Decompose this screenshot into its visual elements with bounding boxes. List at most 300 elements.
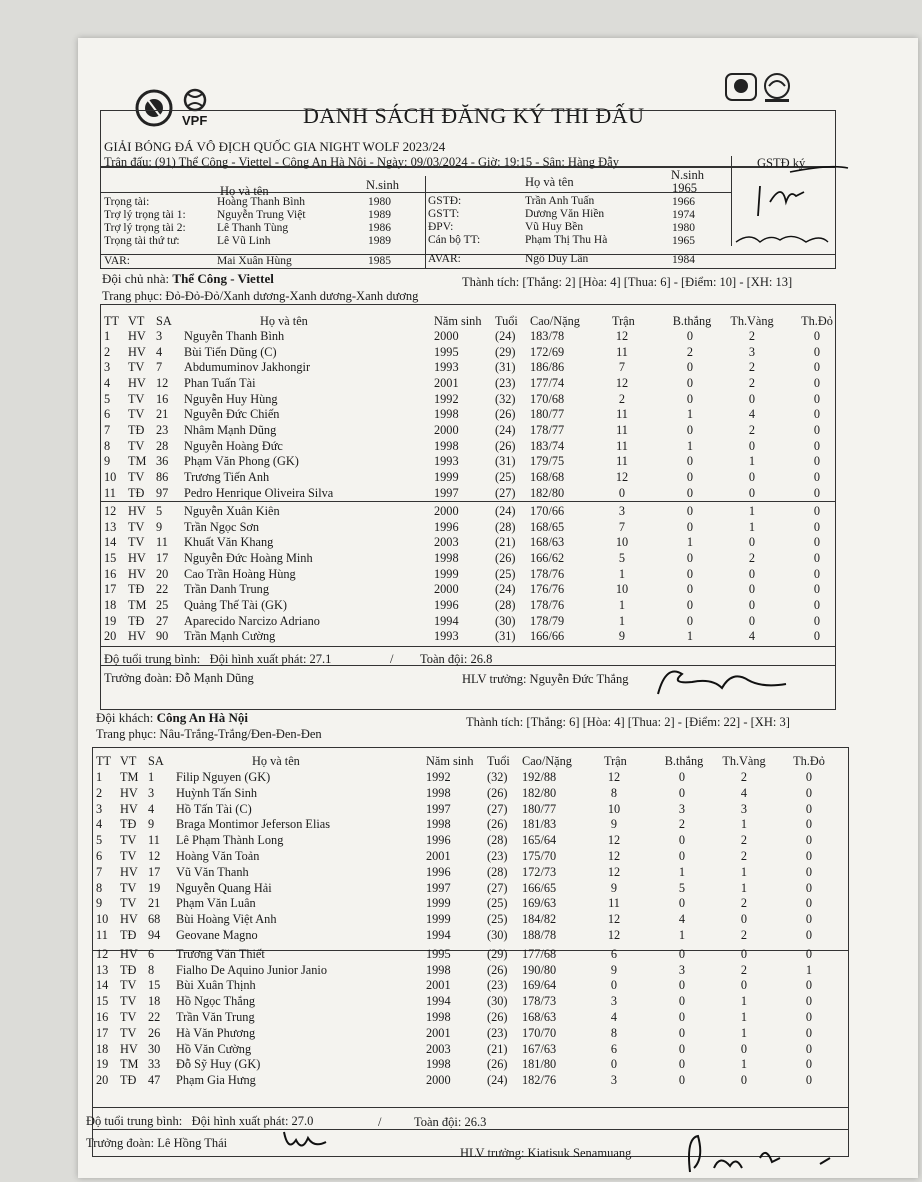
matches: 8 (610, 785, 618, 800)
shirt-number: 1 (148, 770, 155, 784)
height-weight: 172/69 (530, 344, 565, 359)
birth-year: 1999 (434, 566, 459, 581)
goals: 0 (678, 1010, 686, 1024)
birth-year: 1998 (426, 1057, 451, 1072)
away-kit: Trang phục: Nâu-Trắng-Trắng/Đen-Đen-Đen (96, 727, 322, 741)
column-header-matches: Trận (612, 314, 635, 328)
player-name: Nguyễn Xuân Kiên (184, 504, 280, 519)
matches: 10 (607, 801, 621, 816)
yellow-cards: 0 (740, 1073, 748, 1088)
yellow-cards: 1 (740, 994, 748, 1009)
shirt-number: 26 (148, 1025, 161, 1040)
goals: 0 (678, 978, 686, 993)
goals: 0 (678, 833, 686, 848)
yellow-cards: 0 (748, 582, 756, 597)
player-name: Geovane Magno (176, 928, 258, 942)
position: TĐ (128, 582, 145, 597)
height-weight: 183/78 (530, 329, 565, 343)
row-number: 12 (104, 504, 117, 519)
goals: 0 (678, 849, 686, 863)
yellow-cards: 1 (740, 880, 748, 895)
player-name: Hồ Tấn Tài (C) (176, 801, 252, 816)
player-name: Nguyễn Đức Hoàng Minh (184, 551, 313, 566)
red-cards: 0 (813, 469, 821, 484)
table-row (92, 978, 849, 994)
table-row (100, 567, 835, 583)
table-row (92, 1042, 849, 1058)
age: (25) (487, 896, 508, 911)
goals: 1 (686, 535, 694, 550)
position: TM (128, 598, 147, 613)
goals: 0 (686, 391, 694, 406)
position: HV (128, 629, 146, 644)
red-cards: 0 (805, 849, 813, 863)
shirt-number: 3 (156, 329, 163, 343)
player-name: Nhâm Mạnh Dũng (184, 422, 277, 437)
height-weight: 166/65 (522, 880, 557, 895)
position: TV (120, 896, 137, 911)
row-number: 4 (104, 375, 111, 390)
away-record: Thành tích: [Thắng: 6] [Hòa: 4] [Thua: 2] - [Điểm: 22] - [XH: 3] (466, 715, 790, 729)
yellow-cards: 2 (748, 375, 756, 390)
player-name: Trần Danh Trung (184, 582, 269, 597)
age: (23) (487, 1025, 508, 1040)
goals: 1 (678, 864, 686, 879)
table-row (100, 345, 835, 361)
table-row (92, 1057, 849, 1073)
goals: 0 (678, 785, 686, 800)
table-row (100, 504, 835, 520)
goals: 3 (678, 962, 686, 977)
matches: 6 (610, 1041, 618, 1056)
goals: 0 (678, 770, 686, 784)
row-number: 1 (96, 770, 103, 784)
shirt-number: 22 (148, 1010, 161, 1024)
table-row (92, 963, 849, 979)
height-weight: 167/63 (522, 1041, 557, 1056)
match-info: Trận đấu: (91) Thể Công - Viettel - Công An Hà Nội - Ngày: 09/03/2024 - Giờ: 19:15 - Sân: Hàng Đẫy (104, 155, 619, 169)
table-row (100, 439, 835, 455)
matches: 11 (616, 454, 628, 469)
red-cards: 0 (813, 519, 821, 534)
age: (23) (495, 375, 516, 390)
red-cards: 1 (805, 962, 813, 977)
birth-year: 1998 (426, 785, 451, 800)
shirt-number: 22 (156, 582, 169, 597)
away-avg-age: Độ tuổi trung bình: Đội hình xuất phát: 27.0 (86, 1114, 314, 1128)
table-row (92, 770, 849, 786)
column-header-vt: VT (128, 314, 145, 328)
row-number: 11 (96, 928, 108, 942)
height-weight: 169/63 (522, 896, 557, 911)
yellow-cards: 0 (748, 598, 756, 613)
shirt-number: 28 (156, 438, 169, 453)
matches: 7 (618, 519, 626, 534)
away-slash: / (378, 1115, 382, 1129)
birth-year: 1998 (434, 551, 459, 566)
column-header-yellow: Th.Vàng (722, 754, 766, 768)
age: (31) (495, 454, 516, 469)
yellow-cards: 3 (748, 344, 756, 359)
red-cards: 0 (805, 833, 813, 848)
officials-header-birth: N.sinh (366, 178, 399, 192)
yellow-cards: 0 (748, 566, 756, 581)
table-row (92, 928, 849, 944)
row-number: 6 (96, 849, 103, 863)
birth-year: 2000 (434, 582, 459, 597)
birth-year: 1997 (426, 801, 451, 816)
position: HV (128, 329, 146, 343)
shirt-number: 21 (156, 407, 169, 422)
shirt-number: 97 (156, 485, 169, 500)
red-cards: 0 (813, 598, 821, 613)
matches: 9 (610, 880, 618, 895)
row-number: 18 (96, 1041, 109, 1056)
age: (26) (487, 1057, 508, 1072)
matches: 9 (610, 817, 618, 832)
age: (25) (495, 566, 516, 581)
row-number: 3 (104, 360, 111, 375)
player-name: Nguyễn Hoàng Đức (184, 438, 283, 453)
yellow-cards: 0 (740, 912, 748, 927)
table-row (92, 786, 849, 802)
matches: 12 (607, 864, 621, 879)
shirt-number: 18 (148, 994, 161, 1009)
official-role: GSTĐ: (428, 195, 462, 207)
yellow-cards: 2 (740, 896, 748, 911)
red-cards: 0 (805, 817, 813, 832)
official-role: ĐPV: (428, 221, 454, 233)
position: HV (120, 801, 138, 816)
row-number: 3 (96, 801, 103, 816)
goals: 0 (678, 1025, 686, 1040)
red-cards: 0 (805, 978, 813, 993)
yellow-cards: 0 (740, 1041, 748, 1056)
column-header-name: Họ và tên (260, 314, 308, 328)
player-name: Nguyễn Quang Hải (176, 880, 272, 895)
matches: 12 (607, 849, 621, 863)
matches: 4 (610, 1010, 618, 1024)
player-name: Filip Nguyen (GK) (176, 770, 271, 784)
yellow-cards: 0 (748, 613, 756, 628)
position: HV (128, 566, 146, 581)
red-cards: 0 (813, 582, 821, 597)
birth-year: 2000 (434, 329, 459, 343)
position: HV (120, 946, 138, 961)
official-year: 1980 (672, 222, 695, 234)
red-cards: 0 (805, 1073, 813, 1088)
red-cards: 0 (813, 391, 821, 406)
page-title: DANH SÁCH ĐĂNG KÝ THI ĐẤU (303, 103, 645, 128)
height-weight: 168/65 (530, 519, 565, 534)
column-header-red: Th.Đỏ (793, 754, 825, 768)
official-year: 1989 (368, 209, 391, 221)
row-number: 7 (96, 864, 103, 879)
red-cards: 0 (813, 407, 821, 422)
shirt-number: 94 (148, 928, 161, 942)
height-weight: 170/68 (530, 391, 565, 406)
age: (28) (487, 833, 508, 848)
birth-year: 1996 (426, 833, 451, 848)
matches: 11 (608, 896, 620, 911)
matches: 5 (618, 551, 626, 566)
table-row (100, 535, 835, 551)
matches: 3 (610, 1073, 618, 1088)
matches: 12 (607, 770, 621, 784)
player-name: Fialho De Aquino Junior Janio (176, 962, 327, 977)
goals: 3 (678, 801, 686, 816)
shirt-number: 11 (156, 535, 168, 550)
home-manager: Trưởng đoàn: Đỗ Mạnh Dũng (104, 671, 254, 685)
row-number: 13 (96, 962, 109, 977)
column-header-matches: Trận (604, 754, 627, 768)
column-header-hw: Cao/Nặng (530, 314, 580, 328)
yellow-cards: 1 (740, 1057, 748, 1072)
player-name: Huỳnh Tấn Sinh (176, 785, 258, 800)
vpf-ball-icon (180, 88, 210, 112)
red-cards: 0 (805, 770, 813, 784)
age: (26) (495, 551, 516, 566)
table-row (92, 994, 849, 1010)
row-number: 4 (96, 817, 103, 832)
position: TV (120, 994, 137, 1009)
goals: 0 (686, 422, 694, 437)
yellow-cards: 1 (748, 519, 756, 534)
goals: 0 (686, 504, 694, 519)
matches: 12 (607, 928, 621, 942)
table-row (100, 470, 835, 486)
goals: 0 (686, 454, 694, 469)
goals: 0 (686, 566, 694, 581)
player-name: Nguyễn Thanh Bình (184, 329, 285, 343)
red-cards: 0 (805, 946, 813, 961)
birth-year: 1997 (434, 485, 459, 500)
age: (30) (487, 994, 508, 1009)
yellow-cards: 0 (740, 946, 748, 961)
row-number: 17 (96, 1025, 109, 1040)
home-slash: / (390, 652, 394, 666)
goals: 0 (678, 1041, 686, 1056)
table-row (92, 896, 849, 912)
row-number: 10 (96, 912, 109, 927)
age: (23) (487, 849, 508, 863)
shirt-number: 7 (156, 360, 163, 375)
height-weight: 188/78 (522, 928, 557, 942)
table-row (92, 947, 849, 963)
height-weight: 186/86 (530, 360, 565, 375)
row-number: 2 (104, 344, 111, 359)
position: TV (128, 469, 145, 484)
home-avg-age: Độ tuổi trung bình: Đội hình xuất phát: 27.1 (104, 652, 332, 666)
matches: 12 (607, 912, 621, 927)
shirt-number: 16 (156, 391, 169, 406)
table-row (92, 1073, 849, 1089)
birth-year: 2003 (434, 535, 459, 550)
position: HV (120, 1041, 138, 1056)
column-header-sa: SA (156, 314, 172, 328)
official-year: 1984 (672, 254, 695, 266)
birth-year: 1994 (434, 613, 459, 628)
matches: 11 (616, 344, 628, 359)
red-cards: 0 (813, 344, 821, 359)
red-cards: 0 (813, 329, 821, 343)
birth-year: 1999 (426, 912, 451, 927)
birth-year: 2000 (426, 1073, 451, 1088)
age: (30) (487, 928, 508, 942)
age: (32) (495, 391, 516, 406)
position: HV (128, 504, 146, 519)
table-row (92, 865, 849, 881)
matches: 0 (610, 978, 618, 993)
goals: 0 (686, 360, 694, 375)
red-cards: 0 (805, 785, 813, 800)
row-number: 15 (96, 994, 109, 1009)
row-number: 11 (104, 485, 116, 500)
home-record: Thành tích: [Thắng: 2] [Hòa: 4] [Thua: 6] - [Điểm: 10] - [XH: 13] (462, 275, 793, 289)
player-name: Hồ Ngọc Thắng (176, 994, 256, 1009)
height-weight: 166/66 (530, 629, 565, 644)
red-cards: 0 (805, 896, 813, 911)
position: TĐ (128, 422, 145, 437)
official-year: 1965 (672, 235, 695, 247)
official-name: Ngô Duy Lân (525, 253, 589, 265)
row-number: 12 (96, 946, 109, 961)
goals: 0 (686, 375, 694, 390)
matches: 9 (618, 629, 626, 644)
official-name: Phạm Thị Thu Hà (525, 234, 608, 246)
row-number: 14 (96, 978, 109, 993)
shirt-number: 27 (156, 613, 169, 628)
position: TV (128, 519, 145, 534)
row-number: 5 (104, 391, 111, 406)
table-row (100, 423, 835, 439)
age: (28) (495, 519, 516, 534)
position: TV (120, 880, 137, 895)
height-weight: 172/73 (522, 864, 557, 879)
row-number: 18 (104, 598, 117, 613)
birth-year: 2001 (426, 1025, 451, 1040)
shirt-number: 30 (148, 1041, 161, 1056)
player-name: Phan Tuấn Tài (184, 375, 256, 390)
red-cards: 0 (805, 1057, 813, 1072)
shirt-number: 25 (156, 598, 169, 613)
height-weight: 180/77 (522, 801, 557, 816)
table-row (92, 833, 849, 849)
birth-year: 1994 (426, 994, 451, 1009)
goals: 0 (686, 329, 694, 343)
age: (29) (495, 344, 516, 359)
birth-year: 1998 (426, 962, 451, 977)
yellow-cards: 2 (748, 360, 756, 375)
red-cards: 0 (805, 928, 813, 942)
table-row (100, 551, 835, 567)
column-header-vt: VT (120, 754, 137, 768)
row-number: 17 (104, 582, 117, 597)
table-row (92, 817, 849, 833)
shirt-number: 33 (148, 1057, 161, 1072)
row-number: 14 (104, 535, 117, 550)
gstd-signature (730, 162, 850, 252)
goals: 5 (678, 880, 686, 895)
column-header-goals: B.thắng (672, 314, 712, 328)
player-name: Vũ Văn Thanh (176, 864, 249, 879)
red-cards: 0 (813, 438, 821, 453)
birth-year: 2003 (426, 1041, 451, 1056)
row-number: 5 (96, 833, 103, 848)
player-name: Nguyễn Đức Chiến (184, 407, 280, 422)
table-row (100, 376, 835, 392)
height-weight: 166/62 (530, 551, 565, 566)
birth-year: 1998 (426, 817, 451, 832)
shirt-number: 12 (148, 849, 161, 863)
row-number: 20 (96, 1073, 109, 1088)
goals: 1 (686, 407, 694, 422)
shirt-number: 21 (148, 896, 161, 911)
age: (24) (495, 504, 516, 519)
age: (28) (495, 598, 516, 613)
goals: 0 (686, 613, 694, 628)
height-weight: 183/74 (530, 438, 565, 453)
matches: 10 (615, 582, 629, 597)
height-weight: 168/68 (530, 469, 565, 484)
table-row (100, 520, 835, 536)
height-weight: 175/70 (522, 849, 557, 863)
position: HV (120, 785, 138, 800)
row-number: 6 (104, 407, 111, 422)
officials-header-birth-right: N.sinh (671, 168, 704, 182)
red-cards: 0 (805, 801, 813, 816)
official-role: Trợ lý trọng tài 1: (104, 209, 186, 221)
yellow-cards: 0 (740, 978, 748, 993)
height-weight: 170/70 (522, 1025, 557, 1040)
table-row (92, 802, 849, 818)
table-row (100, 329, 835, 345)
row-number: 10 (104, 469, 117, 484)
row-number: 9 (96, 896, 103, 911)
official-role: Cán bộ TT: (428, 234, 481, 246)
goals: 0 (686, 519, 694, 534)
table-row (92, 912, 849, 928)
age: (30) (495, 613, 516, 628)
shirt-number: 4 (148, 801, 155, 816)
birth-year: 1999 (434, 469, 459, 484)
height-weight: 169/64 (522, 978, 557, 993)
player-name: Phạm Văn Luân (176, 896, 256, 911)
birth-year: 1999 (426, 896, 451, 911)
away-manager-signature (280, 1128, 330, 1154)
row-number: 9 (104, 454, 111, 469)
position: HV (120, 912, 138, 927)
officials-header-name-right: Họ và tên (525, 175, 574, 189)
height-weight: 181/83 (522, 817, 557, 832)
shirt-number: 3 (148, 785, 155, 800)
position: TV (128, 407, 145, 422)
age: (28) (487, 864, 508, 879)
official-year: 1986 (368, 222, 391, 234)
shirt-number: 5 (156, 504, 163, 519)
age: (24) (495, 582, 516, 597)
age: (25) (495, 469, 516, 484)
red-cards: 0 (805, 1025, 813, 1040)
yellow-cards: 2 (748, 329, 756, 343)
age: (21) (495, 535, 516, 550)
matches: 11 (616, 407, 628, 422)
age: (31) (495, 629, 516, 644)
height-weight: 181/80 (522, 1057, 557, 1072)
home-label: Đội chủ nhà: Thể Công - Viettel (102, 271, 274, 286)
position: HV (120, 864, 138, 879)
matches: 10 (615, 535, 629, 550)
